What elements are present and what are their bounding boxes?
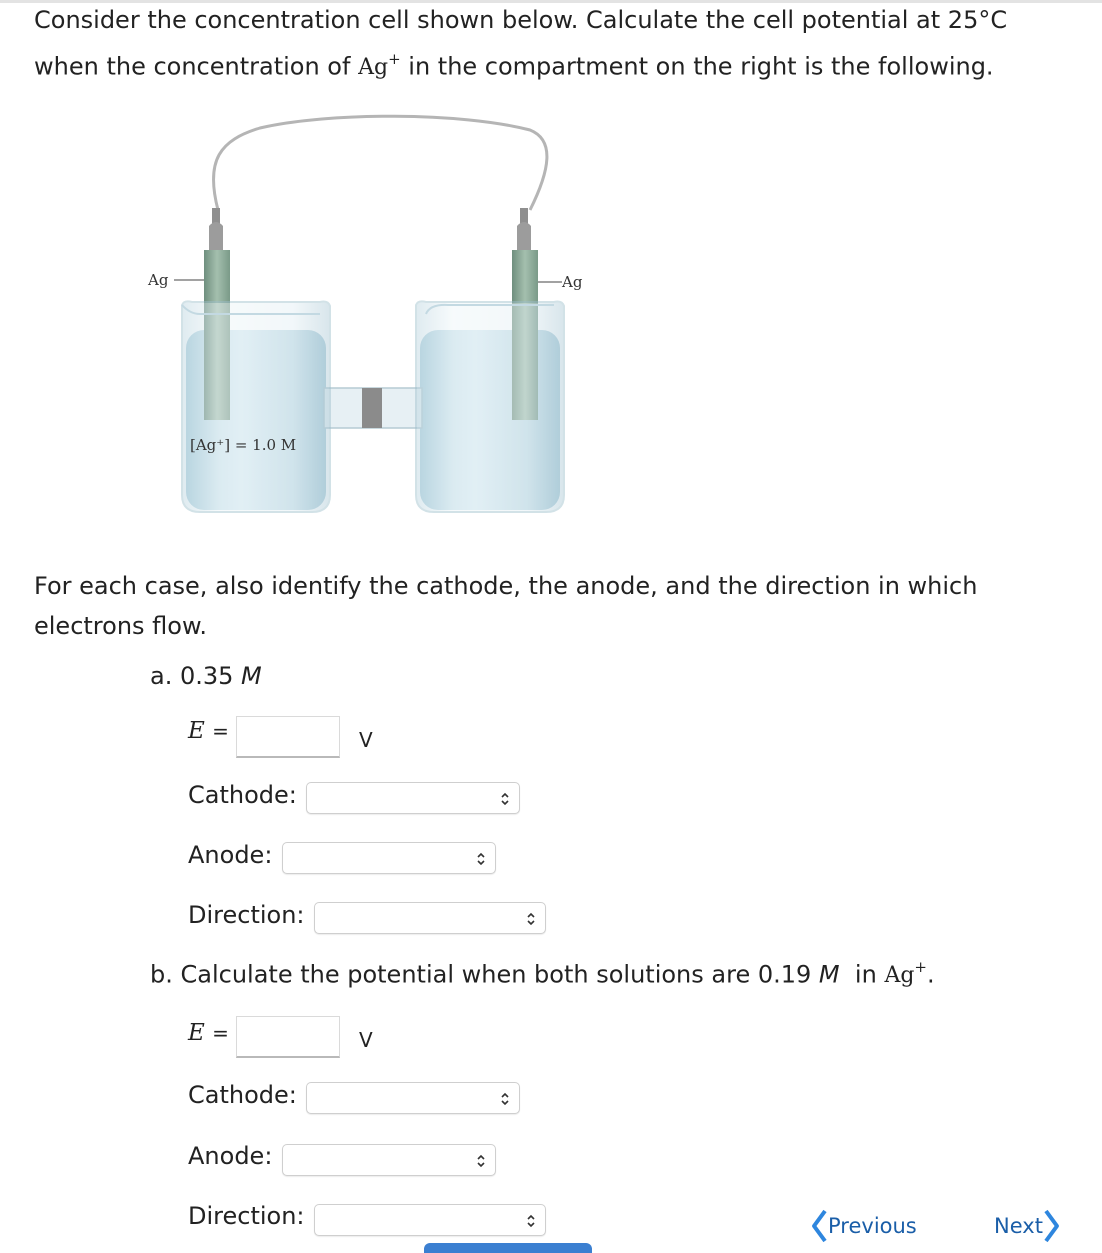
instructions-paragraph: For each case, also identify the cathode, the anode, and the direction in which electrons flow. xyxy=(34,572,978,640)
silver-symbol: Ag xyxy=(358,55,389,81)
part-a-cathode-select[interactable] xyxy=(306,782,520,814)
select-arrows-icon xyxy=(526,909,536,929)
potential-symbol: E xyxy=(188,1020,205,1046)
select-arrows-icon xyxy=(500,1089,510,1109)
intro-text-before: when the concentration of xyxy=(34,52,359,81)
silver-ion-symbol xyxy=(884,958,927,989)
intro-text-after: in the compartment on the right is the following. xyxy=(400,52,994,81)
part-a-potential-input[interactable] xyxy=(236,716,340,758)
equals-sign: = xyxy=(212,1021,229,1045)
select-arrows-icon xyxy=(476,849,486,869)
wire xyxy=(213,116,546,210)
part-a-volt-unit: V xyxy=(359,728,373,752)
molarity-unit: M xyxy=(818,960,840,989)
part-a-e-label xyxy=(188,718,229,744)
part-b-potential-input[interactable] xyxy=(236,1016,340,1058)
part-a-direction-label: Direction: xyxy=(188,901,305,929)
part-b-direction-select[interactable] xyxy=(314,1204,546,1236)
left-electrode-label: Ag xyxy=(148,271,169,289)
part-b-e-label xyxy=(188,1020,229,1046)
silver-ion-symbol xyxy=(358,50,401,81)
intro-line-2 xyxy=(34,41,1074,88)
left-concentration-label: [Ag⁺] = 1.0 M xyxy=(190,436,297,454)
part-b-cathode-select[interactable] xyxy=(306,1082,520,1114)
next-label: Next xyxy=(994,1214,1043,1238)
part-a-direction-select[interactable] xyxy=(314,902,546,934)
select-arrows-icon xyxy=(526,1211,536,1231)
concentration-cell-figure xyxy=(130,100,610,550)
period: . xyxy=(927,960,935,989)
part-b-anode-select[interactable] xyxy=(282,1144,496,1176)
potential-symbol: E xyxy=(188,718,205,744)
equals-sign: = xyxy=(212,719,229,743)
previous-label: Previous xyxy=(828,1214,917,1238)
part-a-anode-select[interactable] xyxy=(282,842,496,874)
part-b-in: in xyxy=(854,960,877,989)
molarity-unit: M xyxy=(241,662,262,690)
select-arrows-icon xyxy=(476,1151,486,1171)
ion-charge: + xyxy=(388,50,401,68)
intro-line-1: Consider the concentration cell shown below. Calculate the cell potential at 25°C xyxy=(34,6,1008,34)
left-clip xyxy=(209,208,223,250)
part-b-direction-label: Direction: xyxy=(188,1202,305,1230)
part-b-text: b. Calculate the potential when both solutions are 0.19 xyxy=(150,960,812,989)
previous-button[interactable] xyxy=(810,1204,917,1248)
part-a-anode-label: Anode: xyxy=(188,841,273,869)
right-electrode-label: Ag xyxy=(562,273,583,291)
part-a-value: a. 0.35 xyxy=(150,662,234,690)
bottom-blue-bar xyxy=(424,1243,592,1253)
part-b-volt-unit: V xyxy=(359,1028,373,1052)
part-a-cathode-label: Cathode: xyxy=(188,781,297,809)
part-a-label xyxy=(150,662,262,690)
next-button[interactable] xyxy=(994,1204,1061,1248)
right-clip xyxy=(517,208,531,250)
part-b-label xyxy=(150,960,935,988)
select-arrows-icon xyxy=(500,789,510,809)
chevron-left-icon xyxy=(810,1207,828,1245)
part-b-cathode-label: Cathode: xyxy=(188,1081,297,1109)
part-b-anode-label: Anode: xyxy=(188,1142,273,1170)
silver-symbol: Ag xyxy=(884,963,915,989)
ion-charge: + xyxy=(914,958,927,976)
chevron-right-icon xyxy=(1043,1207,1061,1245)
question-intro xyxy=(34,0,1074,88)
